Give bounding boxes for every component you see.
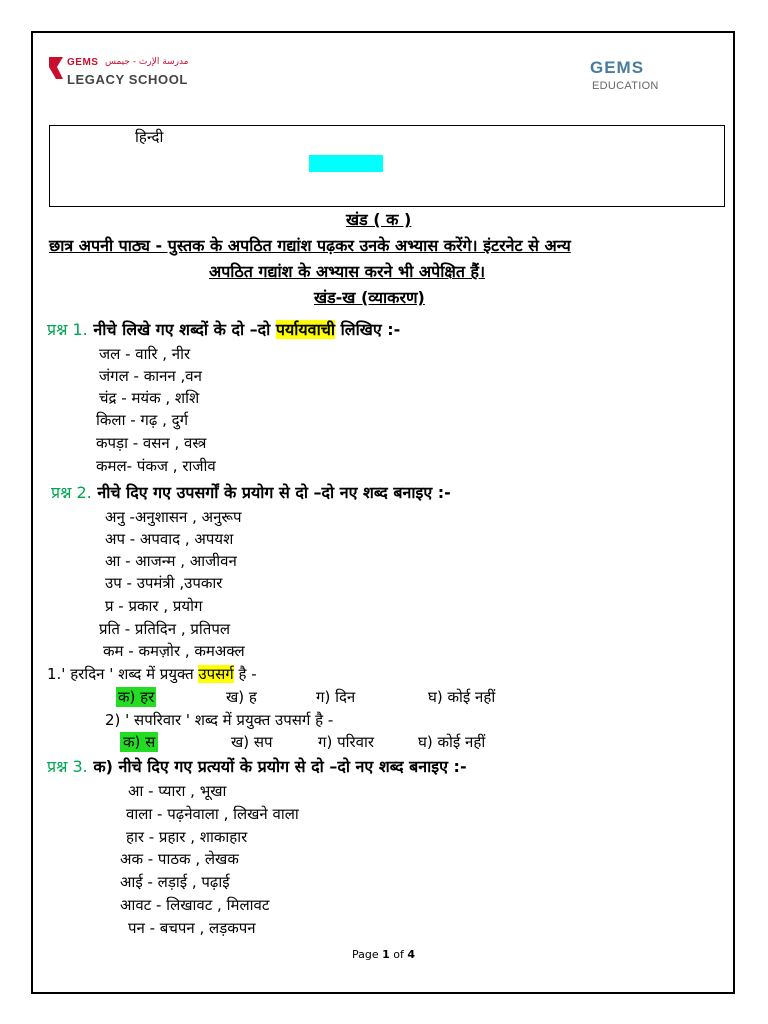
q3-answer: पन - बचपन , लड़कपन — [128, 919, 256, 937]
question-1-text-end: लिखिए :- — [335, 320, 401, 339]
q3-answer: आ - प्यारा , भूखा — [128, 782, 227, 800]
q1-answer: कमल- पंकज , राजीव — [96, 457, 216, 475]
mcq-2-option: ख) सप — [231, 733, 273, 751]
question-3-number: प्रश्न 3. — [47, 757, 88, 776]
total-pages: 4 — [407, 948, 416, 961]
logo-left-name: LEGACY SCHOOL — [67, 72, 188, 87]
section-a-line2: अपठित गद्यांश के अभ्यास करने भी अपेक्षित हैं। — [209, 262, 486, 281]
mcq-1-question-end: है - — [233, 665, 257, 683]
question-1-highlight: पर्यायवाची — [275, 320, 336, 339]
mcq-1-question — [47, 664, 257, 684]
page-of-label: of — [389, 948, 408, 961]
logo-right-name: EDUCATION — [592, 80, 659, 92]
q1-answer: कपड़ा - वसन , वस्त्र — [96, 434, 207, 452]
page-number — [352, 948, 415, 961]
q1-answer: जल - वारि , नीर — [99, 345, 191, 363]
mcq-2-option: ग) परिवार — [318, 733, 374, 751]
logo-left-brand: GEMS — [67, 57, 99, 68]
legacy-school-logo — [47, 55, 189, 87]
q3-answer: आवट - लिखावट , मिलावट — [120, 896, 270, 914]
mcq-1-option: घ) कोई नहीं — [428, 688, 496, 706]
q3-answer: अक - पाठक , लेखक — [120, 850, 239, 868]
q2-answer: अप - अपवाद , अपयश — [105, 530, 234, 548]
subject-label: हिन्दी — [135, 128, 164, 146]
mcq-2-question: 2) ' सपरिवार ' शब्द में प्रयुक्त उपसर्ग है - — [105, 711, 334, 729]
q2-answer: अनु -अनुशासन , अनुरूप — [105, 508, 242, 526]
logo-right-brand: GEMS — [590, 58, 645, 77]
question-2-number: प्रश्न 2. — [51, 483, 92, 502]
logo-left-arabic: مدرسة الإرث - جيمس — [105, 57, 189, 67]
mcq-2-option: घ) कोई नहीं — [418, 733, 486, 751]
current-page: 1 — [382, 948, 390, 961]
mcq-1-highlight: उपसर्ग — [198, 665, 234, 683]
q3-answer: वाला - पढ़नेवाला , लिखने वाला — [126, 805, 299, 823]
q1-answer: जंगल - कानन ,वन — [99, 367, 202, 385]
highlight-block — [309, 155, 383, 172]
page-label: Page — [352, 948, 383, 961]
mcq-1-option: ख) ह — [226, 688, 257, 706]
mcq-1-option-correct: क) हर — [118, 688, 155, 706]
q3-answer: आई - लड़ाई , पढ़ाई — [120, 873, 230, 891]
question-2-text: नीचे दिए गए उपसर्गों के प्रयोग से दो –दो नए शब्द बनाइए :- — [91, 483, 451, 502]
question-1 — [47, 319, 400, 341]
section-a-title: खंड ( क ) — [346, 210, 412, 229]
mcq-1-question-text: 1.' हरदिन ' शब्द में प्रयुक्त — [47, 665, 199, 683]
section-b-title: खंड-ख (व्याकरण) — [314, 288, 425, 307]
q2-answer: प्रति - प्रतिदिन , प्रतिपल — [99, 620, 231, 638]
q2-answer: कम - कमज़ोर , कमअक्ल — [103, 642, 245, 660]
question-1-number: प्रश्न 1. — [47, 320, 88, 339]
q2-answer: प्र - प्रकार , प्रयोग — [105, 597, 203, 615]
question-1-text: नीचे लिखे गए शब्दों के दो –दो — [87, 320, 276, 339]
question-3-text: क) नीचे दिए गए प्रत्ययों के प्रयोग से दो –दो नए शब्द बनाइए :- — [87, 757, 467, 776]
q2-answer: आ - आजन्म , आजीवन — [105, 552, 237, 570]
q3-answer: हार - प्रहार , शाकाहार — [126, 828, 248, 846]
section-a-line1: छात्र अपनी पाठ्य - पुस्तक के अपठित गद्यांश पढ़कर उनके अभ्यास करेंगे। इंटरनेट से अन्य — [49, 236, 571, 255]
q1-answer: किला - गढ़ , दुर्ग — [96, 411, 189, 429]
question-2 — [51, 482, 451, 504]
q1-answer: चंद्र - मयंक , शशि — [99, 389, 200, 407]
mcq-2-option-correct: क) स — [120, 732, 158, 752]
legacy-emblem-icon — [47, 55, 65, 81]
q2-answer: उप - उपमंत्री ,उपकार — [105, 574, 223, 592]
mcq-1-option: ग) दिन — [316, 688, 356, 706]
question-3 — [47, 756, 467, 778]
